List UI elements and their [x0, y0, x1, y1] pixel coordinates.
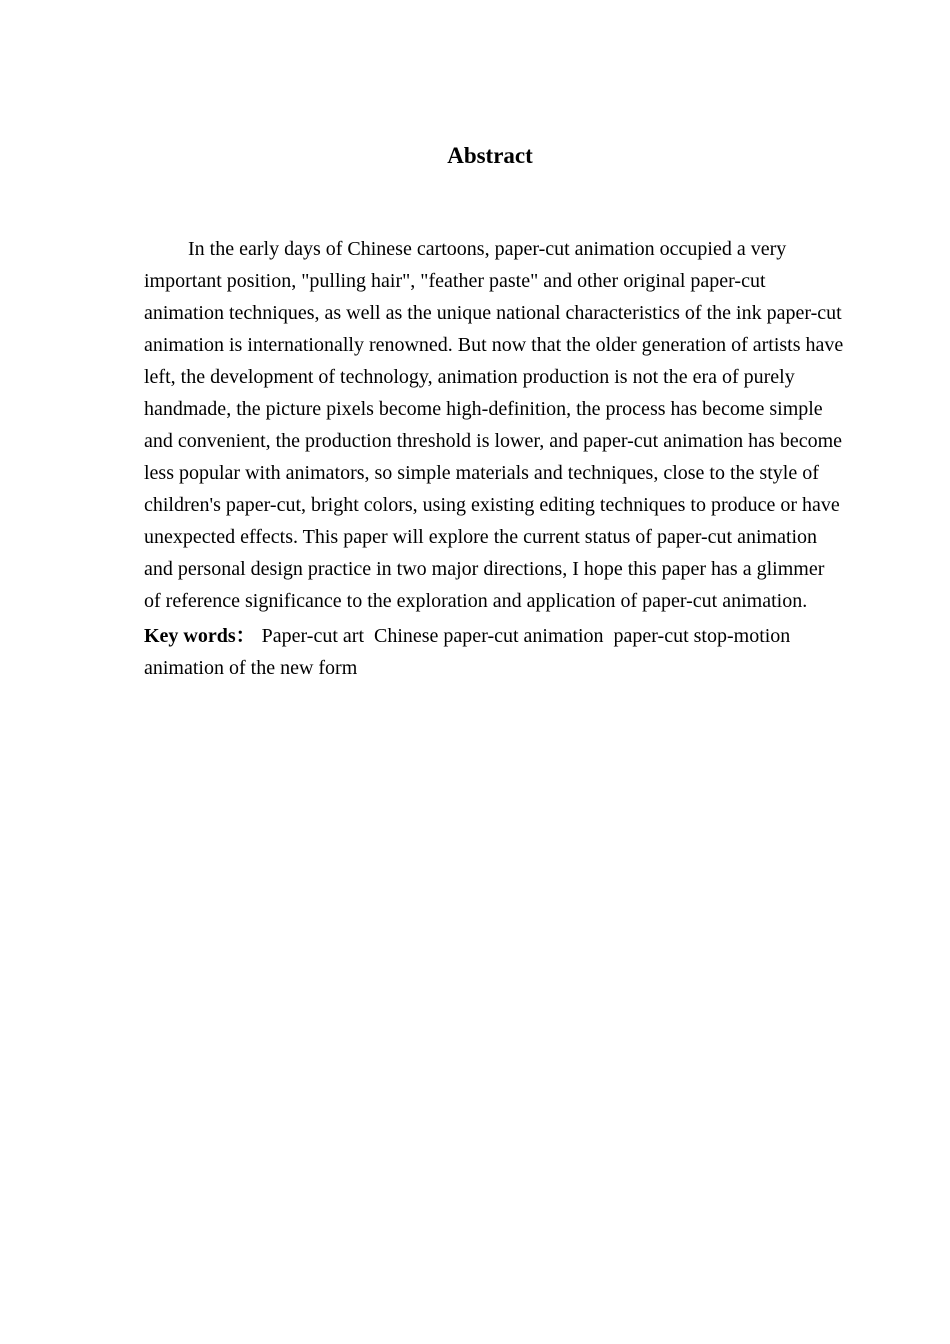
keywords-colon: ： — [235, 625, 256, 647]
keywords-label: Key words — [144, 625, 236, 647]
keyword-item: Chinese paper-cut animation — [374, 625, 604, 647]
abstract-title: Abstract — [447, 143, 533, 168]
abstract-paragraph: In the early days of Chinese cartoons, paper-cut animation occupied a very important position, "pulling hair", "feather paste" and other original paper-cut animation techniques, as well as the unique national characteristics of the ink paper-cut animation is internationally renowned. But now that the older generation of artists have left, the development of technology, animation production is not the era of purely handmade, the picture pixels become high-definition, the process has become simple and convenient, the production threshold is lower, and paper-cut animation has become less popular with animators, so simple materials and techniques, close to the style of children's paper-cut, bright colors, using existing editing techniques to produce or have unexpected effects. This paper will explore the current status of paper-cut animation and personal design practice in two major directions, I hope this paper has a glimmer of reference significance to the exploration and application of paper-cut animation. — [144, 238, 844, 612]
keyword-item: paper-cut stop-motion animation of the new form — [144, 625, 791, 679]
keywords-line — [144, 620, 844, 684]
keyword-item: Paper-cut art — [261, 625, 364, 647]
abstract-content — [144, 233, 844, 684]
